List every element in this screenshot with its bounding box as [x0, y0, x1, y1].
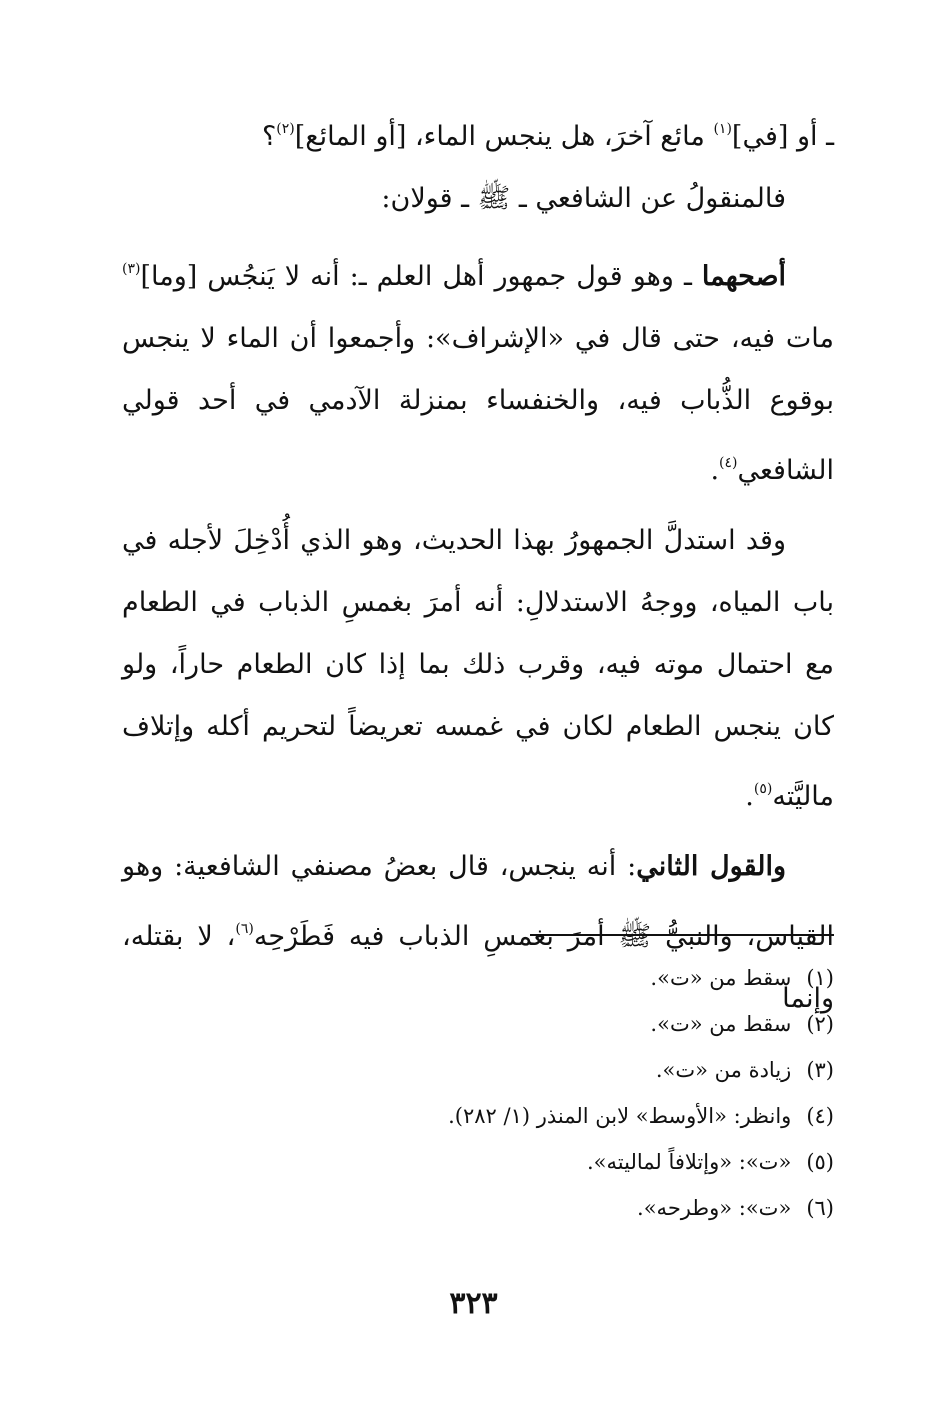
paragraph-1-text-a: ـ وهو قول جمهور أهل العلم ـ: أنه لا يَنجُس [وما]: [140, 261, 702, 292]
paragraph-3-text-b: ، لا بقتله، وإنما: [122, 921, 834, 1014]
main-text: [122, 98, 834, 1030]
paragraph-1: [122, 238, 834, 502]
paragraph-1-lead: أصحهما: [701, 261, 786, 292]
footnote-ref-4: (٤): [719, 455, 738, 471]
footnote-ref-1: (١): [713, 121, 732, 137]
footnote-5: [122, 1139, 834, 1185]
paragraph-1-text-b: مات فيه، حتى قال في «الإشراف»: وأجمعوا أن الماء لا ينجس بوقوع الذُّباب فيه، والخنفساء بمنزلة الآدمي في أحد قولي الشافعي: [122, 323, 834, 486]
footnote-text: «ت»: «وطرحه».: [637, 1196, 792, 1220]
footnote-number: (٢): [806, 1012, 834, 1036]
page-number: ٣٢٣: [449, 1286, 498, 1321]
footnote-number: (١): [806, 966, 834, 990]
footnote-4: [122, 1093, 834, 1139]
footnote-ref-5: (٥): [753, 781, 773, 797]
footnote-text: سقط من «ت».: [650, 966, 792, 990]
footnote-6: [122, 1185, 834, 1231]
footnote-2: [122, 1001, 834, 1047]
footnote-text: «ت»: «وإتلافاً لماليته».: [586, 1150, 792, 1174]
footnote-number: (٦): [806, 1196, 834, 1220]
text-line-2: [122, 168, 834, 230]
paragraph-1-end: .: [710, 455, 720, 486]
footnote-ref-6: (٦): [235, 921, 254, 937]
footnote-1: [122, 955, 834, 1001]
line2-text: فالمنقولُ عن الشافعي ـ ﷺ ـ قولان:: [381, 183, 786, 214]
footnote-ref-2: (٢): [276, 121, 295, 137]
line1-start: ـ أو [في]: [731, 121, 834, 152]
footnote-text: زيادة من «ت».: [655, 1058, 792, 1082]
footnote-number: (٥): [806, 1150, 834, 1174]
line1-end: ؟: [261, 121, 277, 152]
text-line-1: [122, 98, 834, 168]
footnote-divider: [530, 934, 834, 936]
footnote-ref-3: (٣): [122, 261, 141, 277]
paragraph-2-end: .: [745, 781, 754, 812]
paragraph-2-text: وقد استدلَّ الجمهورُ بهذا الحديث، وهو الذي أُدْخِلَ لأجله في باب المياه، ووجهُ الاستدلالِ: أنه أمرَ بغمسِ الذباب في الطعام مع احتمال موته فيه، وقرب ذلك بما إذا كان الطعام حاراً، ولو كان ينجس الطعام لكان في غمسه تعريضاً لتحريم أكله وإتلاف ماليَّته: [122, 525, 834, 812]
footnote-number: (٣): [806, 1058, 834, 1082]
line1-middle: مائع آخرَ، هل ينجس الماء، [أو المائع]: [294, 121, 714, 152]
footnote-3: [122, 1047, 834, 1093]
footnote-number: (٤): [806, 1104, 834, 1128]
paragraph-2: [122, 510, 834, 828]
footnotes: [122, 955, 834, 1231]
paragraph-3-lead: والقول الثاني: [636, 851, 786, 882]
footnote-text: وانظر: «الأوسط» لابن المنذر (١/ ٢٨٢).: [448, 1104, 792, 1128]
footnote-text: سقط من «ت».: [650, 1012, 792, 1036]
paragraph-3-text-a: : أنه ينجس، قال بعضُ مصنفي الشافعية: وهو القياس، والنبيُّ ﷺ أمرَ بغمسِ الذباب فيه فَطَرْحِه: [122, 851, 834, 952]
